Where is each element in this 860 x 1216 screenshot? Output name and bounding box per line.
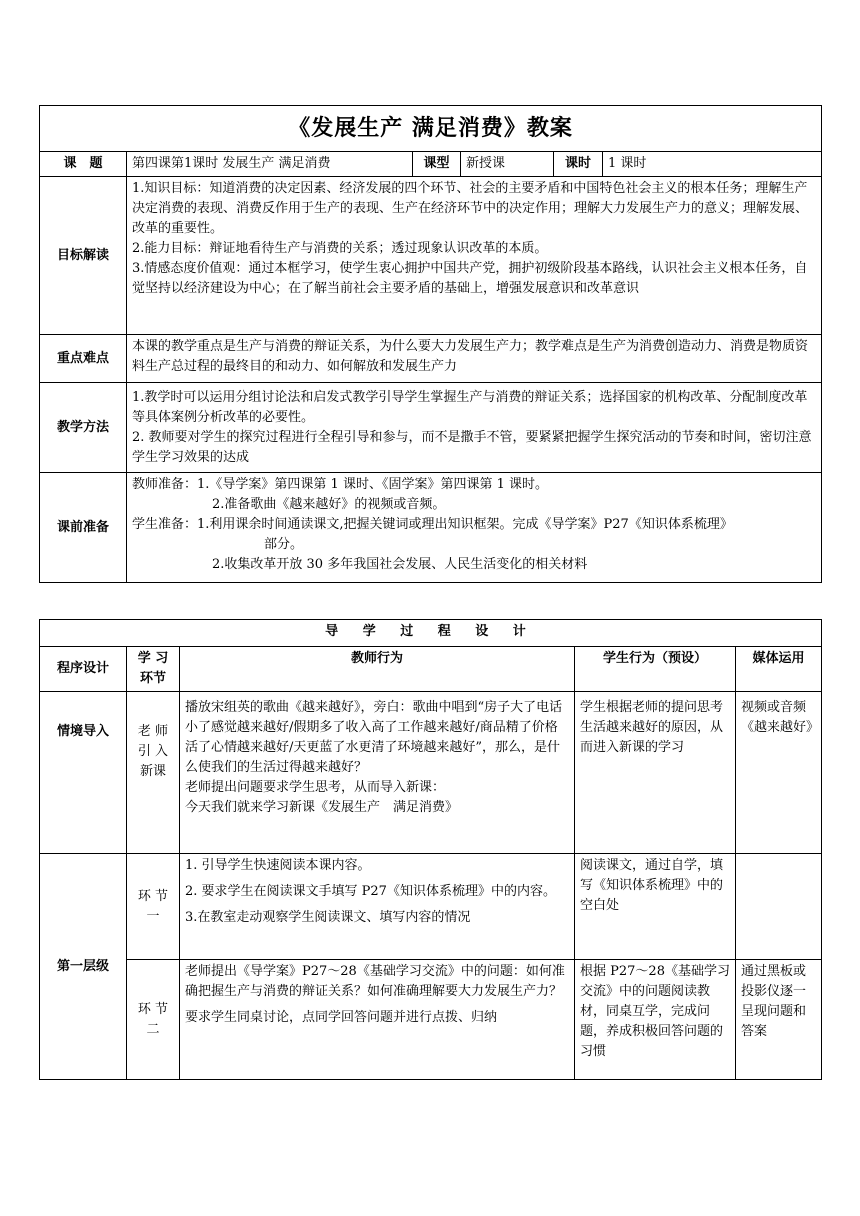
step1-teacher-1: 1. 引导学生快速阅读本课内容。 xyxy=(185,858,371,873)
key-points-content: 本课的教学重点是生产与消费的辩证关系，为什么要大力发展生产力；教学难点是生产为消费创造动力、消费是物质资料生产总过程的最终目的和动力、如何解放和发展生产力 xyxy=(127,335,822,383)
intro-teacher-3: 今天我们就来学习新课《发展生产 满足消费》 xyxy=(185,800,459,815)
step1-teacher-3: 3.在教室走动观察学生阅读课文、填写内容的情况 xyxy=(185,910,471,925)
goal-attitude: 3.情感态度价值观：通过本框学习，使学生衷心拥护中国共产党，拥护初级阶段基本路线，认识社会主义根本任务，自觉坚持以经济建设为中心；在了解当前社会主要矛盾的基础上，增强发展意识和改革意识 xyxy=(132,261,808,296)
method-1: 1.教学时可以运用分组讨论法和启发式教学引导学生掌握生产与消费的辩证关系；选择国家的机构改革、分配制度改革等具体案例分析改革的必要性。 xyxy=(132,389,808,425)
goal-knowledge: 1.知识目标：知道消费的决定因素、经济发展的四个环节、社会的主要矛盾和中国特色社会主义的根本任务；理解生产决定消费的表现、消费反作用于生产的表现、生产在经济环节中的决定作用；理解大力发展生产力的意义；理解发展、改革的重要性。 xyxy=(132,181,809,236)
step2-media: 通过黑板或投影仪逐一呈现问题和答案 xyxy=(736,960,822,1080)
prep-label: 课前准备 xyxy=(40,473,127,583)
header-stage: 学 习 环节 xyxy=(127,647,180,692)
header-teacher-behavior: 教师行为 xyxy=(180,647,575,692)
prep-teacher-1: 教师准备：1.《导学案》第四课第 1 课时、《固学案》第四课第 1 课时。 xyxy=(132,477,548,492)
step2-student-behavior: 根据 P27～28《基础学习交流》中的问题阅读教材，同桌互学，完成问题，养成积极回答问题的习惯 xyxy=(575,960,736,1080)
step1-media xyxy=(736,854,822,960)
process-design-table xyxy=(39,619,822,1080)
key-points-label: 重点难点 xyxy=(40,335,127,383)
intro-media: 视频或音频《越来越好》 xyxy=(736,692,822,854)
type-value: 新授课 xyxy=(461,152,554,177)
level1-procedure: 第一层级 xyxy=(40,854,127,1080)
hours-label: 课时 xyxy=(554,152,603,177)
step2-teacher-1: 老师提出《导学案》P27～28《基础学习交流》中的问题：如何准确把握生产与消费的辩证关系？如何准确理解要大力发展生产力？ xyxy=(185,964,565,999)
intro-teacher-behavior xyxy=(180,692,575,854)
process-design-header: 导 学 过 程 设 计 xyxy=(40,620,822,647)
lesson-plan-table xyxy=(39,105,822,583)
methods-content xyxy=(127,383,822,473)
hours-value: 1 课时 xyxy=(603,152,822,177)
intro-stage: 老 师 引 入 新课 xyxy=(127,692,180,854)
intro-teacher-2: 老师提出问题要求学生思考，从而导入新课： xyxy=(185,780,446,795)
goals-label: 目标解读 xyxy=(40,177,127,335)
prep-student-2: 2.收集改革开放 30 多年我国社会发展、人民生活变化的相关材料 xyxy=(212,557,588,572)
prep-teacher-2: 2.准备歌曲《越来越好》的视频或音频。 xyxy=(212,497,446,512)
goal-ability: 2.能力目标：辩证地看待生产与消费的关系；透过现象认识改革的本质。 xyxy=(132,241,548,256)
intro-procedure: 情境导入 xyxy=(40,692,127,854)
header-media: 媒体运用 xyxy=(736,647,822,692)
step2-stage: 环 节 二 xyxy=(127,960,180,1080)
step1-teacher-behavior xyxy=(180,854,575,960)
step1-student-behavior: 阅读课文，通过自学，填写《知识体系梳理》中的空白处 xyxy=(575,854,736,960)
type-label: 课型 xyxy=(413,152,461,177)
intro-teacher-1: 播放宋组英的歌曲《越来越好》，旁白：歌曲中唱到“房子大了电话小了感觉越来越好/假期多了收入高了工作越来越好/商品精了价格活了心情越来越好/天更蓝了水更清了环境越来越好”，那么，是什么使我们的生活过得越来越好？ xyxy=(185,700,563,775)
document-title: 《发展生产 满足消费》教案 xyxy=(40,106,822,152)
intro-student-behavior: 学生根据老师的提问思考生活越来越好的原因，从而进入新课的学习 xyxy=(575,692,736,854)
topic-value: 第四课第1课时 发展生产 满足消费 xyxy=(127,152,413,177)
header-procedure: 程序设计 xyxy=(40,647,127,692)
step1-stage: 环 节 一 xyxy=(127,854,180,960)
topic-label: 课 题 xyxy=(40,152,127,177)
methods-label: 教学方法 xyxy=(40,383,127,473)
goals-content xyxy=(127,177,822,335)
prep-student-1: 学生准备：1.利用课余时间通读课文,把握关键词或理出知识框架。完成《导学案》P27《知识体系梳理》 xyxy=(132,517,733,532)
method-2: 2. 教师要对学生的探究过程进行全程引导和参与，而不是撒手不管，要紧紧把握学生探究活动的节奏和时间，密切注意学生学习效果的达成 xyxy=(132,429,812,465)
header-student-behavior: 学生行为（预设） xyxy=(575,647,736,692)
step1-teacher-2: 2. 要求学生在阅读课文手填写 P27《知识体系梳理》中的内容。 xyxy=(185,884,556,899)
step2-teacher-2: 要求学生同桌讨论，点同学回答问题并进行点拨、归纳 xyxy=(185,1010,498,1025)
prep-content xyxy=(127,473,822,583)
prep-student-1-cont: 部分。 xyxy=(264,537,304,552)
step2-teacher-behavior xyxy=(180,960,575,1080)
